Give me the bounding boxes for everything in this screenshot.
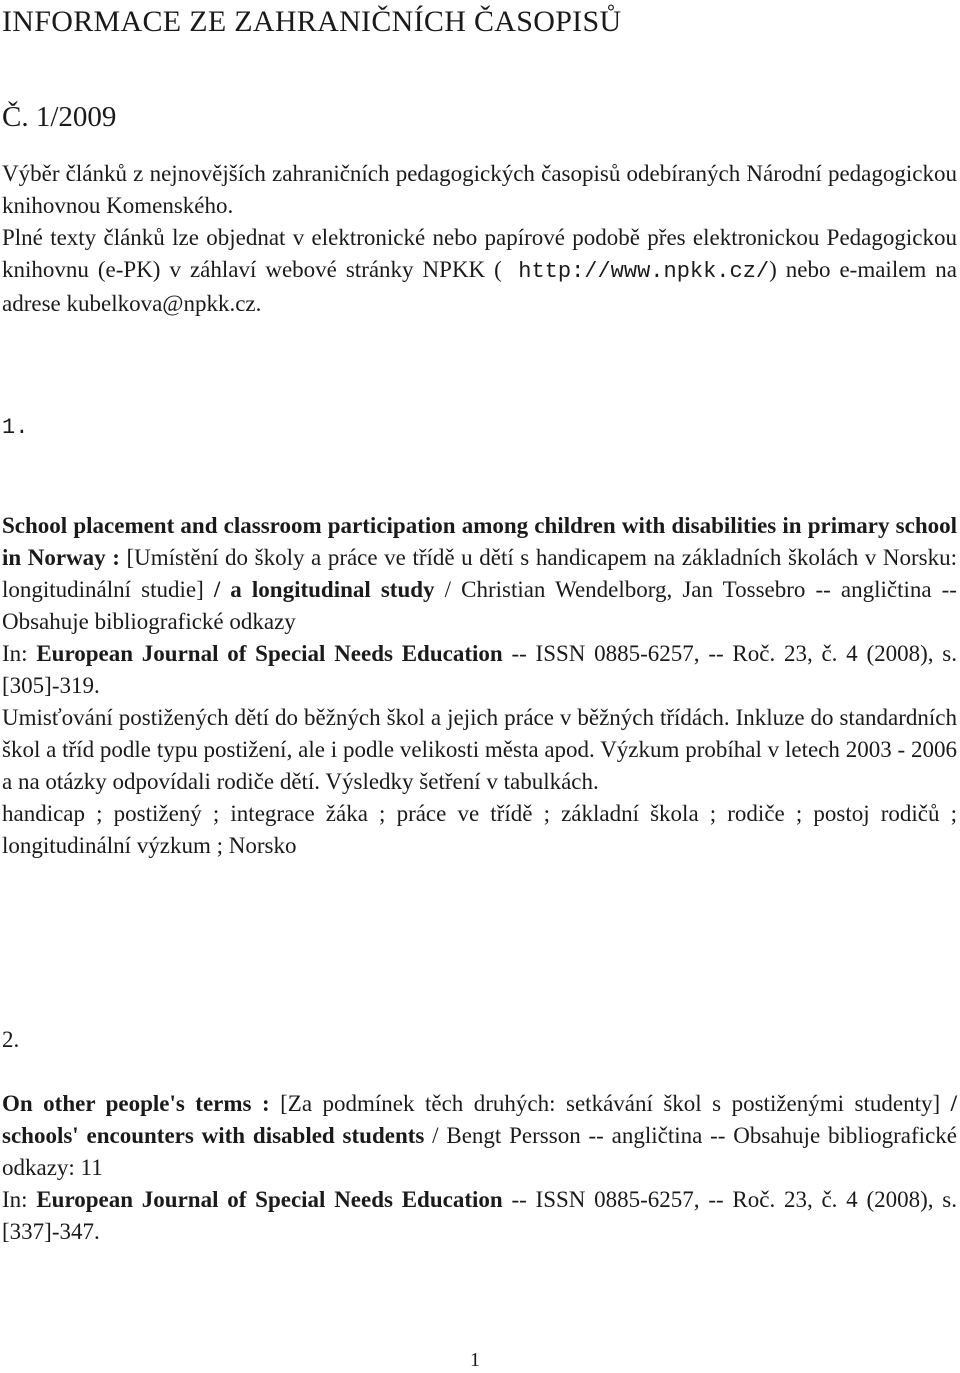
article-authors-language: / Christian Wendelborg, Jan Tossebro -- angličtina -- Obsahuje bibliografické odkazy [2, 577, 957, 634]
article-citation [2, 1088, 957, 1184]
npkk-url-link[interactable]: http://www.npkk.cz/ [501, 259, 770, 284]
article-title: On other people's terms : [2, 1091, 270, 1116]
article-title: School placement and classroom participation among children with disabilities in primary school in Norway : [2, 513, 957, 570]
intro-paragraph-2 [2, 222, 957, 320]
article-authors-language: / Bengt Persson -- angličtina -- Obsahuje bibliografické odkazy: 11 [2, 1123, 957, 1180]
intro-section [2, 158, 957, 320]
page-title: INFORMACE ZE ZAHRANIČNÍCH ČASOPISŮ [2, 5, 622, 38]
article-entry-1 [2, 510, 957, 862]
issue-number: Č. 1/2009 [2, 101, 117, 133]
in-label: In: [2, 1187, 37, 1212]
journal-citation: -- ISSN 0885-6257, -- Roč. 23, č. 4 (2008), s. [305]-319. [2, 641, 957, 698]
intro-text-2: ) nebo e-mailem na adrese kubelkova@npkk.cz. [2, 257, 958, 316]
title-separator: / [203, 577, 231, 602]
intro-text-1: Plné texty článků lze objednat v elektronické nebo papírové podobě přes elektronickou Pedagogickou knihovnu (e-PK) v záhlaví webové stránky NPKK ( [2, 225, 957, 282]
article-entry-2 [2, 1088, 957, 1248]
article-subtitle: a longitudinal study [230, 577, 435, 602]
page-number: 1 [470, 1349, 480, 1371]
article-source [2, 1184, 957, 1248]
entry-number: 1. [2, 415, 29, 440]
intro-paragraph-1: Výběr článků z nejnovějších zahraničních pedagogických časopisů odebíraných Národní pedagogickou knihovnou Komenského. [2, 161, 957, 218]
entry-number: 2. [2, 1027, 20, 1052]
title-separator: / [940, 1091, 957, 1116]
journal-name: European Journal of Special Needs Education [36, 641, 503, 666]
journal-citation: -- ISSN 0885-6257, -- Roč. 23, č. 4 (2008), s. [337]-347. [2, 1187, 957, 1244]
in-label: In: [2, 641, 37, 666]
article-citation [2, 510, 957, 638]
article-keywords: handicap ; postižený ; integrace žáka ; práce ve třídě ; základní škola ; rodiče ; postoj rodičů ; longitudinální výzkum ; Norsko [2, 801, 957, 858]
article-source [2, 638, 957, 702]
article-subtitle: schools' encounters with disabled students [2, 1123, 425, 1148]
article-title-translation: [Za podmínek těch druhých: setkávání škol s postiženými studenty] [269, 1091, 941, 1116]
article-abstract: Umisťování postižených dětí do běžných škol a jejich práce v běžných třídách. Inkluze do standardních škol a tříd podle typu postižení, ale i podle velikosti města apod. Výzkum probíhal v letech 2003 - 2006 a na otázky odpovídali rodiče dětí. Výsledky šetření v tabulkách. [2, 705, 957, 794]
article-title-translation: [Umístění do školy a práce ve třídě u dětí s handicapem na základních školách v Norsku: longitudinální studie] [2, 545, 957, 602]
journal-name: European Journal of Special Needs Education [36, 1187, 503, 1212]
